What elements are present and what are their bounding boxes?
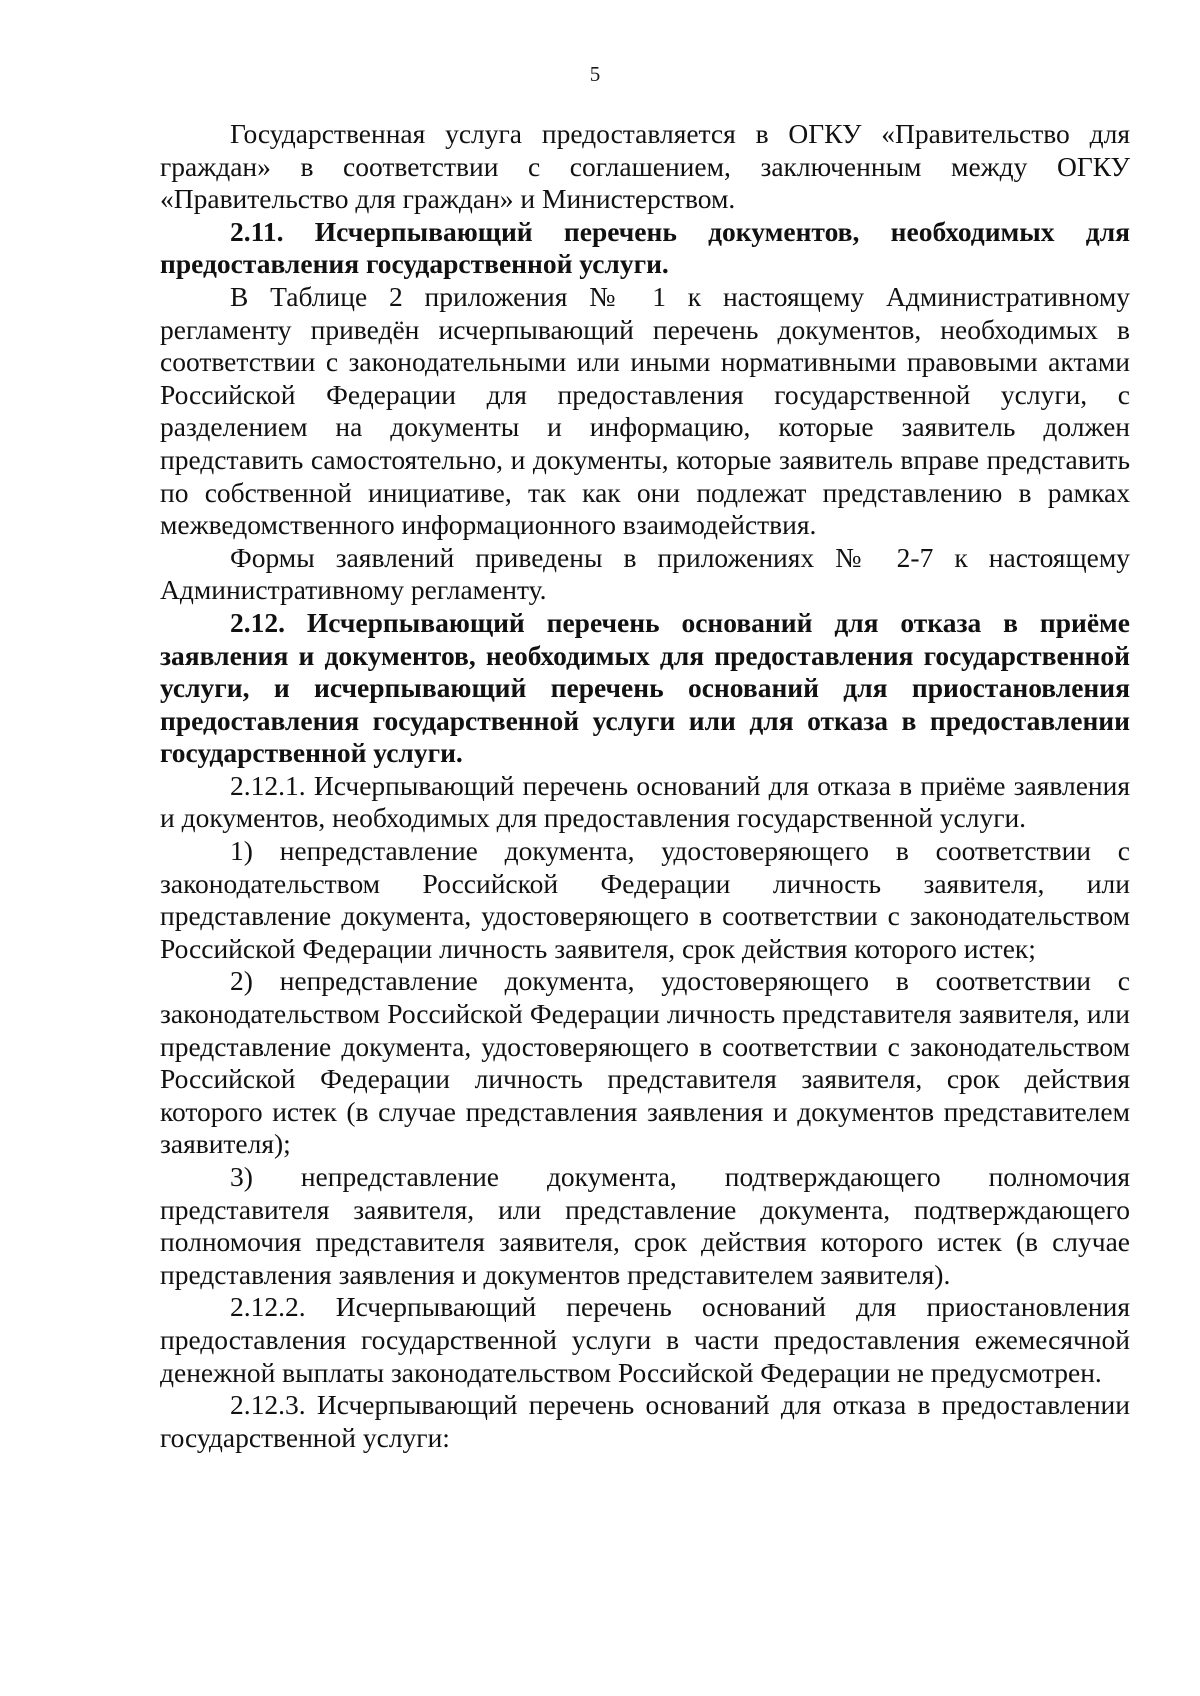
list-item-2: 2) непредставление документа, удостоверяющего в соответствии с законодательством Российской Федерации личность представителя заявителя, или представление документа, удостоверяющего в соответствии с законодательством Российской Федерации личность представителя заявителя, срок действия которого истек (в случае представления заявления и документов представителем заявителя); (160, 965, 1130, 1160)
document-body (160, 118, 1130, 1454)
page-number: 5 (589, 62, 601, 86)
paragraph-2-12-1: 2.12.1. Исчерпывающий перечень оснований для отказа в приёме заявления и документов, необходимых для предоставления государственной услуги. (160, 769, 1130, 834)
paragraph-application-forms: Формы заявлений приведены в приложениях № 2-7 к настоящему Административному регламенту. (160, 541, 1130, 606)
list-item-3: 3) непредставление документа, подтверждающего полномочия представителя заявителя, или представление документа, подтверждающего полномочия представителя заявителя, срок действия которого истек (в случае представления заявления и документов представителем заявителя). (160, 1161, 1130, 1290)
list-item-1: 1) непредставление документа, удостоверяющего в соответствии с законодательством Российской Федерации личность заявителя, или представление документа, удостоверяющего в соответствии с законодательством Российской Федерации личность заявителя, срок действия которого истек; (160, 835, 1130, 964)
section-heading-2-12: 2.12. Исчерпывающий перечень оснований для отказа в приёме заявления и документов, необходимых для предоставления государственной услуги, и исчерпывающий перечень оснований для приостановления предоставления государственной услуги или для отказа в предоставлении государственной услуги. (160, 606, 1130, 769)
paragraph-2-12-2: 2.12.2. Исчерпывающий перечень оснований для приостановления предоставления государственной услуги в части предоставления ежемесячной денежной выплаты законодательством Российской Федерации не предусмотрен. (160, 1291, 1130, 1388)
section-heading-2-11: 2.11. Исчерпывающий перечень документов, необходимых для предоставления государственной услуги. (160, 215, 1130, 280)
paragraph-table-2: В Таблице 2 приложения № 1 к настоящему Административному регламенту приведён исчерпывающий перечень документов, необходимых в соответствии с законодательными или иными нормативными правовыми актами Российской Федерации для предоставления государственной услуги, с разделением на документы и информацию, которые заявитель должен представить самостоятельно, и документы, которые заявитель вправе представить по собственной инициативе, так как они подлежат представлению в рамках межведомственного информационного взаимодействия. (160, 280, 1130, 541)
paragraph-service-provider: Государственная услуга предоставляется в ОГКУ «Правительство для граждан» в соответствии с соглашением, заключенным между ОГКУ «Правительство для граждан» и Министерством. (160, 118, 1130, 215)
paragraph-2-12-3: 2.12.3. Исчерпывающий перечень оснований для отказа в предоставлении государственной услуги: (160, 1389, 1130, 1453)
